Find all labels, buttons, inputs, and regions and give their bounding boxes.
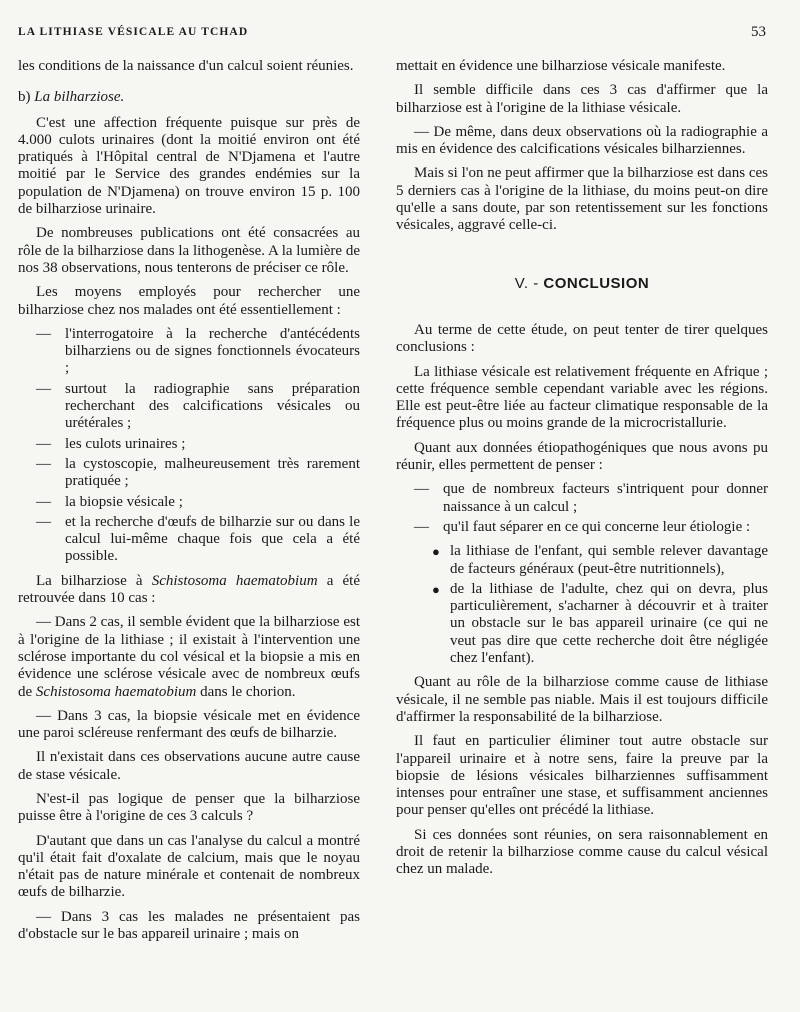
paragraph: Si ces données sont réunies, on sera raisonnablement en droit de retenir la bilharziose comme cause du calcul vésical chez un malade. [396,826,768,878]
subheading-prefix: b) [18,89,35,106]
list-item: — les culots urinaires ; [18,436,360,453]
left-column [18,58,360,950]
list-item: — que de nombreux facteurs s'intriquent pour donner naissance à un calcul ; [396,481,768,516]
paragraph: Il semble difficile dans ces 3 cas d'affirmer que la bilharziose est à l'origine de la lithiase vésicale. [396,82,768,116]
list-item: — la cystoscopie, malheureusement très rarement pratiquée ; [18,456,360,491]
paragraph: Les moyens employés pour rechercher une bilharziose chez nos malades ont été essentiellement : [18,284,360,318]
text-run: a été retrouvée dans 10 cas : [18,572,360,607]
list-item: — l'interrogatoire à la recherche d'antécédents bilharziens ou de signes fonctionnels évocateurs ; [18,326,360,378]
subheading-title: La bilharziose. [34,89,125,106]
paragraph: Au terme de cette étude, on peut tenter de tirer quelques conclusions : [396,321,768,356]
paragraph: les conditions de la naissance d'un calcul soient réunies. [18,58,354,74]
paragraph: De nombreuses publications ont été consacrées au rôle de la bilharziose dans la lithogenèse. A la lumière de nos 38 observations, nous tenterons de préciser ce rôle. [18,225,360,276]
running-title: LA LITHIASE VÉSICALE AU TCHAD [18,26,249,38]
paragraph: Il faut en particulier éliminer tout autre obstacle sur l'appareil urinaire et à notre sens, faire la preuve par la biopsie de lésions vésicales bilharziennes suffisamment intenses pour entraîner une stase, et suffisamment anciennes pour penser qu'elles ont précédé la lithiase. [396,733,768,819]
page-number: 53 [751,24,766,40]
paragraph: Il n'existait dans ces observations aucune autre cause de stase vésicale. [18,749,360,783]
paragraph: — Dans 3 cas les malades ne présentaient pas d'obstacle sur le bas appareil urinaire ; mais on [18,908,360,943]
list-item: — surtout la radiographie sans préparation recherchant des calcifications vésicales ou urétérales ; [18,381,360,433]
paragraph: Quant au rôle de la bilharziose comme cause de lithiase vésicale, il ne semble pas niable. Mais il est toujours difficile d'affirmer la responsabilité de la bilharziose. [396,674,768,725]
paragraph: La lithiase vésicale est relativement fréquente en Afrique ; cette fréquence semble cependant variable avec les régions. Elle est peut-être liée au facteur climatique responsable de la fréquence plus ou moins grande de la microcristallurie. [396,363,768,432]
means-list [18,326,360,566]
list-item: — qu'il faut séparer en ce qui concerne leur étiologie : [396,519,768,536]
species-name: Schistosoma haematobium [35,683,197,700]
paragraph: Mais si l'on ne peut affirmer que la bilharziose est dans ces 5 derniers cas à l'origine de la lithiase, du moins peut-on dire qu'elle a sans doute, par son retentissement sur les fonctions vésicales, aggravé celle-ci. [396,165,768,234]
bullet-item: ● la lithiase de l'enfant, qui semble relever davantage de facteurs généraux (peut-être nutritionnels), [396,543,768,578]
paragraph [18,573,360,608]
list-item: — et la recherche d'œufs de bilharzie sur ou dans le calcul lui-même chaque fois que cela a été possible. [18,514,360,566]
bullet-item: ● de la lithiase de l'adulte, chez qui on devra, plus particulièrement, s'acharner à découvrir et à traiter un obstacle sur le bas appareil urinaire (ce qui ne veut pas dire que cette recherche doit être négligée chez l'enfant). [396,581,768,667]
paragraph: N'est-il pas logique de penser que la bilharziose puisse être à l'origine de ces 3 calculs ? [18,790,360,825]
right-column [396,58,768,886]
paragraph: C'est une affection fréquente puisque sur près de 4.000 culots urinaires (dont la moitié environ ont été pratiqués à l'Hôpital central de N'Djamena et l'autre moitié par le Service des grandes endémies sur la population de N'Djamena) on trouve environ 15 p. 100 de bilharziose urinaire. [18,114,360,218]
paragraph: mettait en évidence une bilharziose vésicale manifeste. [396,58,726,74]
paragraph: D'autant que dans un cas l'analyse du calcul a montré qu'il était fait d'oxalate de calcium, mais que le noyau n'était pas de nature minérale et contenait de nombreux œufs de bilharzie. [18,832,360,901]
text-run: La bilharziose à [36,572,152,589]
species-name: Schistosoma haematobium [151,572,318,589]
text-run: dans le chorion. [196,683,296,700]
etiology-list [396,543,768,667]
subheading [18,89,360,106]
section-number: V. - [514,274,544,292]
text-run: — Dans 2 cas, il semble évident que la bilharziose est à l'origine de la lithiase ; il existait à l'intervention une sclérose importante du col vésical et la biopsie a mis en évidence une sclérose vésicale avec de nombreux œufs de [18,614,360,700]
paragraph: Quant aux données étiopathogéniques que nous avons pu réunir, elles permettent de penser : [396,439,768,474]
paragraph [18,614,360,700]
section-heading [396,275,768,292]
paragraph: — De même, dans deux observations où la radiographie a mis en évidence des calcifications vésicales bilharziennes. [396,123,768,158]
conclusion-list [396,481,768,536]
list-item: — la biopsie vésicale ; [18,494,360,511]
paragraph: — Dans 3 cas, la biopsie vésicale met en évidence une paroi scléreuse renfermant des œufs de bilharzie. [18,707,360,742]
section-title: CONCLUSION [543,274,650,292]
